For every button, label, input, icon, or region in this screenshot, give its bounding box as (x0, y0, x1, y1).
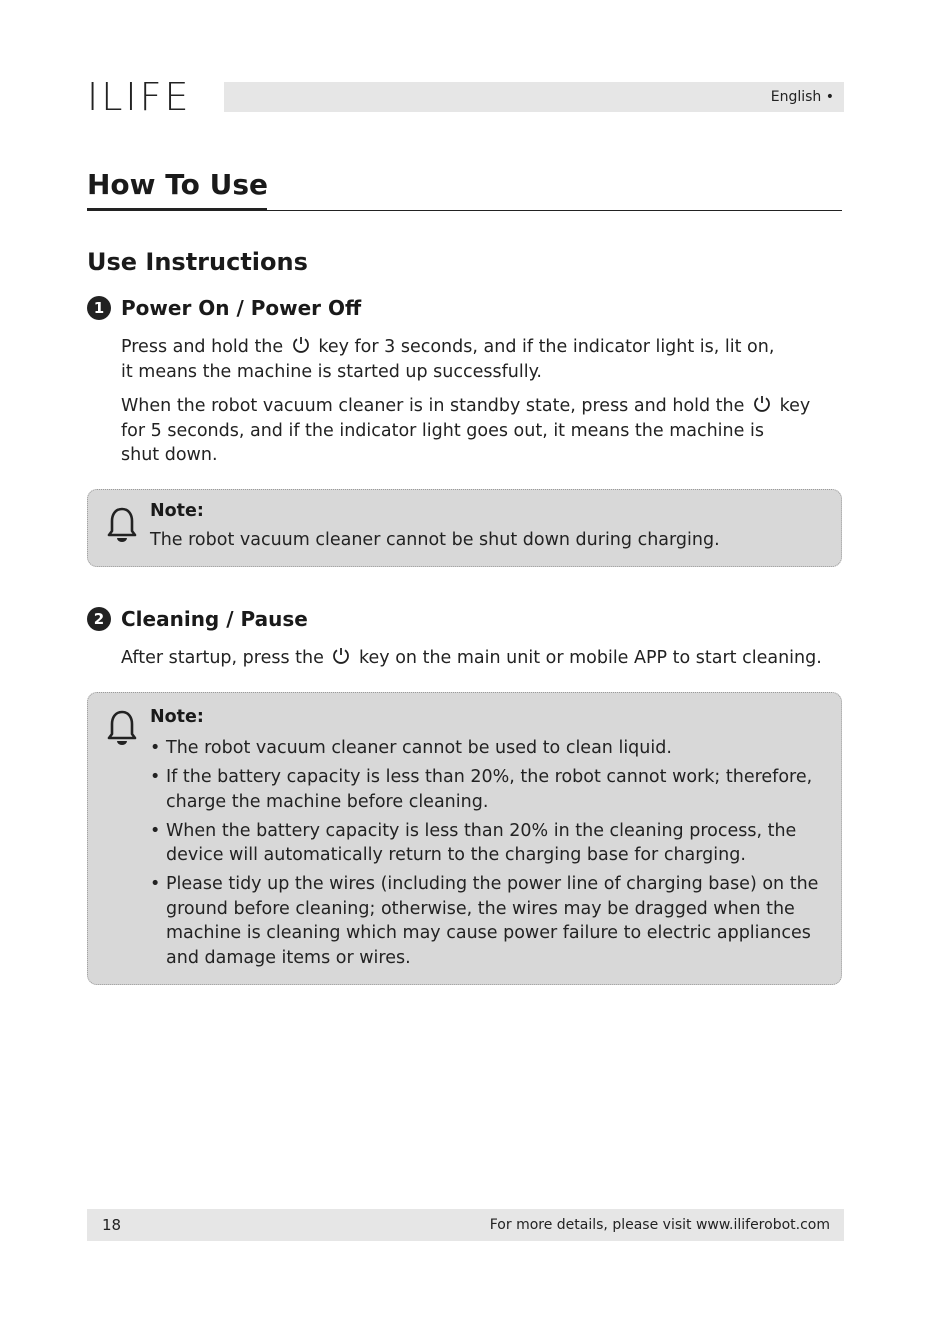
page-header (87, 75, 844, 119)
step-number-badge: 2 (87, 607, 111, 631)
step-number-badge: 1 (87, 296, 111, 320)
text-run: Press and hold the (121, 337, 284, 357)
note-label: Note: (150, 707, 204, 727)
text-run: it means the machine is started up successfully. (121, 361, 542, 382)
note-label: Note: (150, 501, 204, 521)
step-1-paragraph-2 (121, 394, 841, 468)
text-run: key on the main unit or mobile APP to start cleaning. (359, 648, 822, 668)
language-label: English • (770, 89, 834, 105)
power-icon (331, 646, 351, 666)
subsection-title: Use Instructions (87, 248, 308, 276)
step-1-heading (87, 296, 361, 320)
step-2-paragraph-1 (121, 646, 861, 671)
power-icon (291, 335, 311, 355)
step-title: Cleaning / Pause (121, 607, 308, 631)
brand-logo-text: ILIFE (87, 75, 192, 119)
step-2-heading (87, 607, 308, 631)
section-title: How To Use (87, 168, 269, 201)
list-item: • Please tidy up the wires (including the power line of charging base) on the ground before cleaning; otherwise, the wires may be dragged when the machine is cleaning which may cause power failure to electric appliances and damage items or wires. (150, 872, 830, 970)
brand-logo (87, 75, 192, 119)
text-run: shut down. (121, 445, 218, 465)
note-bullet-list (150, 736, 830, 975)
bell-icon (106, 709, 138, 747)
text-run: key for 3 seconds, and if the indicator light is, lit on, (318, 337, 775, 357)
step-title: Power On / Power Off (121, 296, 362, 320)
note-text: The robot vacuum cleaner cannot be shut down during charging. (150, 530, 720, 550)
power-icon (752, 394, 772, 414)
bell-icon (106, 506, 138, 544)
list-item: • When the battery capacity is less than 20% in the cleaning process, the device will automatically return to the charging base for charging. (150, 819, 830, 868)
page-footer (87, 1209, 844, 1241)
text-run: When the robot vacuum cleaner is in standby state, press and hold the (121, 396, 745, 416)
text-run: After startup, press the (121, 648, 324, 668)
page-number: 18 (102, 1216, 122, 1234)
title-rule-accent (87, 208, 267, 211)
list-item: • The robot vacuum cleaner cannot be used to clean liquid. (150, 736, 830, 761)
text-run: for 5 seconds, and if the indicator light goes out, it means the machine is (121, 420, 764, 441)
header-bar (224, 82, 844, 112)
note-box-charging (87, 489, 842, 567)
text-run: key (779, 396, 811, 416)
list-item: • If the battery capacity is less than 20%, the robot cannot work; therefore, charge the machine before cleaning. (150, 765, 830, 814)
footer-website-note: For more details, please visit www.iliferobot.com (489, 1217, 830, 1233)
step-1-paragraph-1 (121, 335, 841, 384)
note-box-cleaning (87, 692, 842, 985)
